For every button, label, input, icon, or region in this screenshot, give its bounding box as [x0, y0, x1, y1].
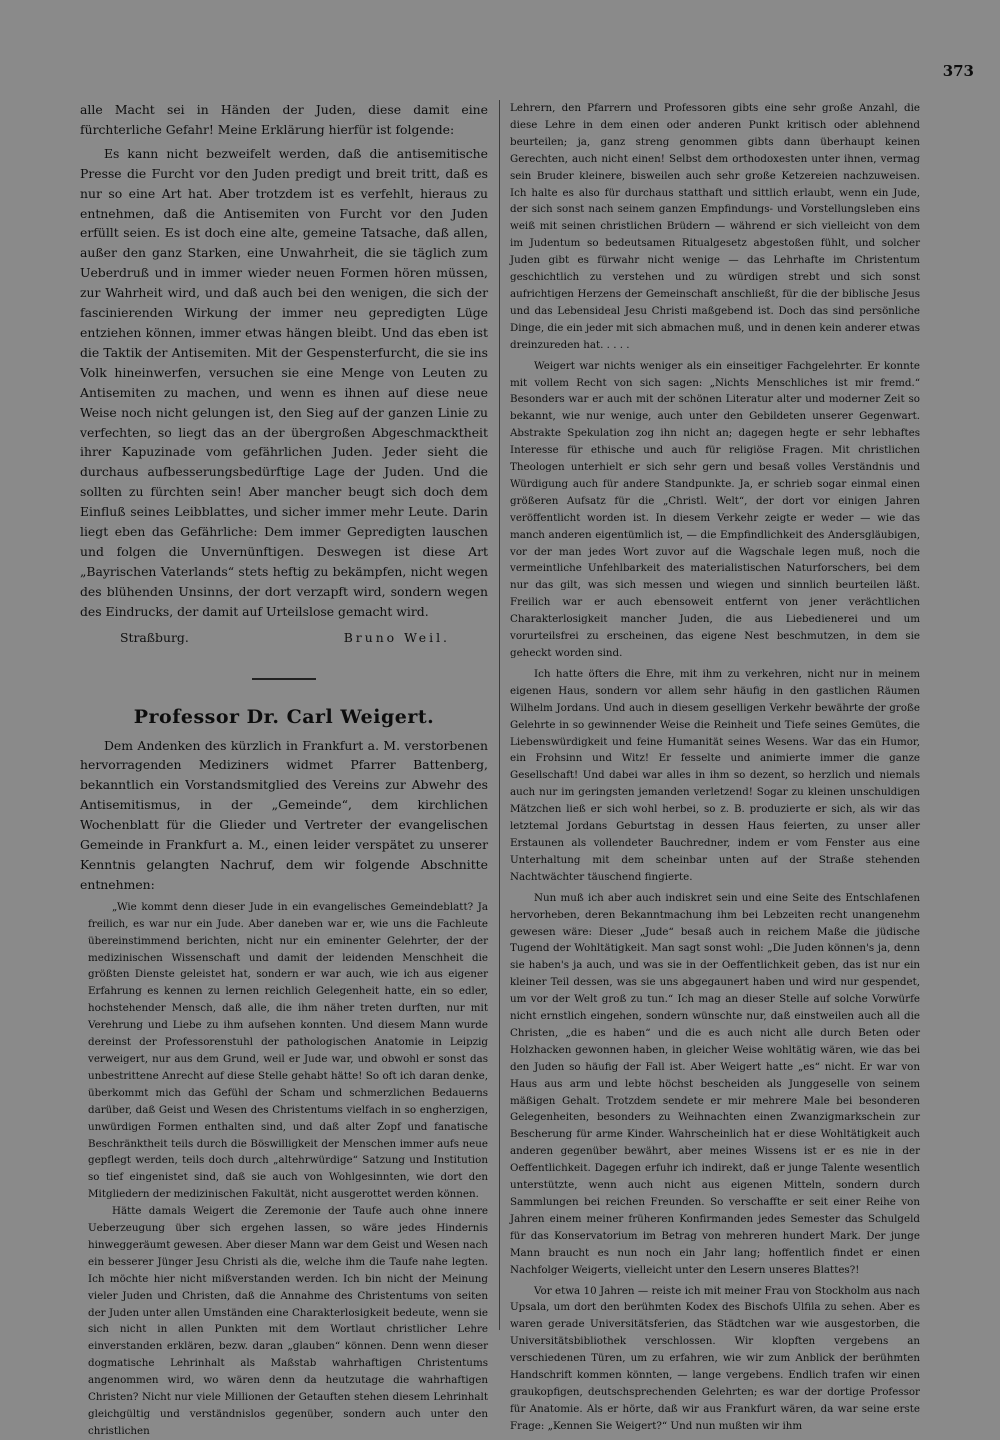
right-column — [510, 100, 920, 1432]
article-signature — [80, 628, 488, 648]
signature-author: Bruno Weil. — [343, 629, 450, 645]
signature-place: Straßburg. — [120, 629, 189, 645]
quote-paragraph: Hätte damals Weigert die Zeremonie der Taufe auch ohne innere Ueberzeugung über sich ergehen lassen, so wäre jedes Hindernis hinweggeräumt gewesen. Aber dieser Mann war dem Geist und Wesen nach ein besserer Jünger Jesu Christi als die, welche ihm die Taufe nahe legten. Ich möchte hier nicht mißverstanden werden. Ich bin nicht der Meinung vieler Juden und Christen, daß die Annahme des Christentums von seiten der Juden unter allen Umständen eine Charakterlosigkeit bedeute, wenn sie sich nicht in allen Punkten mit dem Wortlaut christlicher Lehre einverstanden erklären, bezw. daran „glauben“ können. Denn wenn dieser dogmatische Lehrinhalt als Maßstab wahrhaftigen Christentums angenommen wird, wo wären denn da heutzutage die wahrhaftigen Christen? Nicht nur viele Millionen der Getauften stehen diesem Lehrinhalt gleichgültig und verständnislos gegenüber, sondern auch unter den christlichen — [88, 1205, 488, 1437]
section-divider — [252, 678, 316, 680]
left-column — [80, 100, 488, 1437]
article-title: Professor Dr. Carl Weigert. — [133, 705, 435, 728]
body-paragraph: Weigert war nichts weniger als ein einseitiger Fachgelehrter. Er konnte mit vollem Recht von sich sagen: „Nichts Menschliches ist mir fremd.“ Besonders war er auch mit der schönen Literatur alter und moderner Zeit so bekannt, wie nur wenige, auch unter den Gebildeten unserer Gegenwart. Abstrakte Spekulation zog ihn nicht an; dagegen hegte er sehr lebhaftes Interesse für ethische und auch für religiöse Fragen. Mit christlichen Theologen unterhielt er sich sehr gern und besaß volles Verständnis und Würdigung auch für andere Standpunkte. Ja, er schrieb sogar einmal einen größeren Aufsatz für die „Christl. Welt“, der dort vor einigen Jahren veröffentlicht worden ist. In diesem Verkehr zeigte er weder — wie das manch anderen eigentümlich ist, — die Empfindlichkeit des Andersgläubigen, vor der man jedes Wort zuvor auf die Wagschale legen muß, noch die vermeintliche Unfehlbarkeit des materialistischen Naturforschers, bei dem nur das gilt, was sich messen und wiegen und sinnlich beurteilen läßt. Freilich war er auch ebensoweit entfernt von jener verächtlichen Charakterlosigkeit mancher Juden, die aus Liebedienerei und um vorurteilsfrei zu erscheinen, das eigene Nest beschmutzen, in dem sie geheckt worden sind. — [510, 359, 920, 659]
page-number: 373 — [942, 62, 974, 80]
body-paragraph: Lehrern, den Pfarrern und Professoren gibts eine sehr große Anzahl, die diese Lehre in dem einen oder anderen Punkt kritisch oder ablehnend beurteilen; ja, ganz streng genommen gibts dann überhaupt keinen Gerechten, auch nicht einen! Selbst dem orthodoxesten unter ihnen, vermag sein Bruder kleinere, bisweilen auch sehr große Ketzereien nachzuweisen. Ich halte es also für durchaus statthaft und sittlich erlaubt, wenn ein Jude, der sich sonst nach seinem ganzen Empfindungs- und Vorstellungsleben eins weiß mit seinen christlichen Brüdern — während er sich vielleicht von dem im Judentum so bedeutsamen Ritualgesetz abgestoßen fühlt, und solcher Juden gibt es fürwahr nicht wenige — das Lehrhafte im Christentum geschichtlich zu verstehen und zu würdigen strebt und sich sonst aufrichtigen Herzens der Gemeinschaft anschließt, für die der biblische Jesus und das Lebensideal Jesu Christi maßgebend ist. Doch das sind persönliche Dinge, die ein jeder mit sich abmachen muß, und in denen kein anderer etwas dreinzureden hat. . . . . — [510, 102, 920, 351]
prev-article-paragraph: Es kann nicht bezweifelt werden, daß die antisemitische Presse die Furcht vor den Juden predigt und breit tritt, daß es nur so eine Art hat. Aber trotzdem ist es verfehlt, hieraus zu entnehmen, daß die Antisemiten von Furcht vor den Juden erfüllt seien. Es ist doch eine alte, gemeine Tatsache, daß allen, außer den ganz Starken, eine Unwahrheit, die sie täglich zum Ueberdruß und in immer wieder neuen Formen hören müssen, zur Wahrheit wird, und daß auch bei den wenigen, die sich der fascinierenden Wirkung der immer neu gepredigten Lüge entziehen können, immer etwas hängen bleibt. Und das eben ist die Taktik der Antisemiten. Mit der Gespensterfurcht, die sie ins Volk hineinwerfen, versuchen sie eine Menge von Leuten zu Antisemiten zu machen, und wenn es ihnen auf diese neue Weise noch nicht gelungen ist, den Sieg auf der ganzen Linie zu verfechten, so liegt das an der übergroßen Abgeschmacktheit ihrer Kapuzinade vom gefährlichen Juden. Jeder sieht die durchaus aufbesserungsbedürftige Lage der Juden. Und die sollten zu fürchten sein! Aber mancher beugt sich doch dem Einfluß seines Leibblattes, und sicher immer mehr Leute. Darin liegt eben das Gefährliche: Dem immer Gepredigten lauschen und folgen die Unvernünftigen. Deswegen ist diese Art „Bayrischen Vaterlands“ stets heftig zu bekämpfen, nicht wegen des blühenden Unsinns, der dort verzapft wird, sondern wegen des Eindrucks, der damit auf Urteilslose gemacht wird. — [80, 145, 488, 619]
article-intro: Dem Andenken des kürzlich in Frankfurt a. M. verstorbenen hervorragenden Mediziners widmet Pfarrer Battenberg, bekanntlich ein Vorstandsmitglied des Vereins zur Abwehr des Antisemitismus, in der „Gemeinde“, dem kirchlichen Wochenblatt für die Glieder und Vertreter der evangelischen Gemeinde in Frankfurt a. M., einen leider verspätet zu unserer Kenntnis gelangten Nachruf, dem wir folgende Abschnitte entnehmen: — [80, 737, 488, 892]
quote-paragraph: „Wie kommt denn dieser Jude in ein evangelisches Gemeindeblatt? Ja freilich, es war nur ein Jude. Aber daneben war er, wie uns die Fachleute übereinstimmend berichten, nicht nur ein eminenter Gelehrter, der der medizinischen Wissenschaft und damit der leidenden Menschheit die größten Dienste geleistet hat, sondern er war auch, wie ich aus eigener Erfahrung es kennen zu lernen reichlich Gelegenheit hatte, ein so edler, hochstehender Mensch, daß alle, die ihm näher treten durften, nur mit Verehrung und Liebe zu ihm aufsehen konnten. Und diesem Mann wurde dereinst der Professorenstuhl der pathologischen Anatomie in Leipzig verweigert, nur aus dem Grund, weil er Jude war, und obwohl er sonst das unbestrittene Anrecht auf diese Stelle gehabt hätte! So oft ich daran denke, überkommt mich das Gefühl der Scham und schmerzlichen Bedauerns darüber, daß Geist und Wesen des Christentums vielfach in so engherzigen, unwürdigen Formen enthalten sind, und daß alter Zopf und fanatische Beschränktheit teils durch die Böswilligkeit der Menschen immer aufs neue gepflegt werden, teils doch durch „altehrwürdige“ Satzung und Institution so tief eingenistet sind, daß sie auch von Wohlgesinnten, wie dort den Mitgliedern der medizinischen Fakultät, nicht ausgerottet werden können. — [88, 900, 488, 1201]
body-paragraph: Ich hatte öfters die Ehre, mit ihm zu verkehren, nicht nur in meinem eigenen Haus, sondern vor allem sehr häufig in den gastlichen Räumen Wilhelm Jordans. Und auch in diesem geselligen Verkehr bewährte der große Gelehrte in so gewinnender Weise die Reinheit und Tiefe seines Gemütes, die Liebenswürdigkeit und feine Humanität seines Wesens. War das ein Humor, ein Frohsinn und Witz! Er fesselte und animierte immer die ganze Gesellschaft! Und dabei war alles in ihm so dezent, so herzlich und niemals auch nur im geringsten jemanden verletzend! Sogar zu kleinen unschuldigen Mätzchen ließ er sich wohl herbei, so z. B. produzierte er sich, als wir das letztemal Jordans Geburtstag in dessen Haus feierten, zu unser aller Erstaunen als vollendeter Bauchredner, indem er vom Fenster aus eine Unterhaltung mit dem scheinbar unten auf der Straße stehenden Nachtwächter täuschend fingierte. — [510, 667, 920, 883]
column-rule — [499, 100, 500, 1330]
body-paragraph: Nun muß ich aber auch indiskret sein und eine Seite des Entschlafenen hervorheben, deren Bekanntmachung ihm bei Lebzeiten recht unangenehm gewesen wäre: Dieser „Jude“ besaß auch in reichem Maße die jüdische Tugend der Wohltätigkeit. Man sagt sonst wohl: „Die Juden können's ja, denn sie haben's ja auch, und was sie in der Oeffentlichkeit geben, das ist nur ein kleiner Teil dessen, was sie uns abgegaunert haben und wird nur gespendet, um vor der Welt groß zu tun.“ Ich mag an dieser Stelle auf solche Vorwürfe nicht ernstlich eingehen, sondern wünschte nur, daß einstweilen auch all die Christen, „die es haben“ und die es auch nicht alle durch Beten oder Holzhacken gewonnen haben, in gleicher Weise wohltätig wären, wie das bei den Juden so häufig der Fall ist. Aber Weigert hatte „es“ nicht. Er war von Haus aus arm und lebte höchst bescheiden als Junggeselle von seinem mäßigen Gehalt. Trotzdem sendete er mir mehrere Male bei besonderen Gelegenheiten, besonders zu Weihnachten einen Zwanzigmarkschein zur Bescherung für arme Kinder. Wahrscheinlich hat er diese Wohltätigkeit auch anderen gegenüber bewährt, aber meines Wissens ist er es nie in der Oeffentlichkeit. Dagegen erfuhr ich indirekt, daß er junge Talente wesentlich unterstützte, wenn auch nicht aus eigenen Mitteln, sondern durch Sammlungen bei reichen Freunden. So verschaffte er seit einer Reihe von Jahren einem meiner früheren Konfirmanden jedes Semester das Schulgeld für das Konservatorium im Betrag von mehreren hundert Mark. Der junge Mann braucht es nun noch ein Jahr lang; hoffentlich findet er einen Nachfolger Weigerts, vielleicht unter den Lesern unseres Blattes?! — [510, 891, 920, 1276]
prev-article-paragraph: alle Macht sei in Händen der Juden, diese damit eine fürchterliche Gefahr! Meine Erklärung hierfür ist folgende: — [80, 102, 488, 137]
body-paragraph: Vor etwa 10 Jahren — reiste ich mit meiner Frau von Stockholm aus nach Upsala, um dort den berühmten Kodex des Bischofs Ulfila zu sehen. Aber es waren gerade Universitätsferien, das Städtchen war wie ausgestorben, die Universitätsbibliothek verschlossen. Wir klopften vergebens an verschiedenen Türen, um zu erfahren, wie wir zum Anblick der berühmten Handschrift kommen könnten, — lange vergebens. Endlich trafen wir einen graukopfigen, deutschsprechenden Gelehrten; es war der dortige Professor für Anatomie. Als er hörte, daß wir aus Frankfurt wären, da war seine erste Frage: „Kennen Sie Weigert?“ Und nun mußten wir ihm — [510, 1284, 920, 1432]
